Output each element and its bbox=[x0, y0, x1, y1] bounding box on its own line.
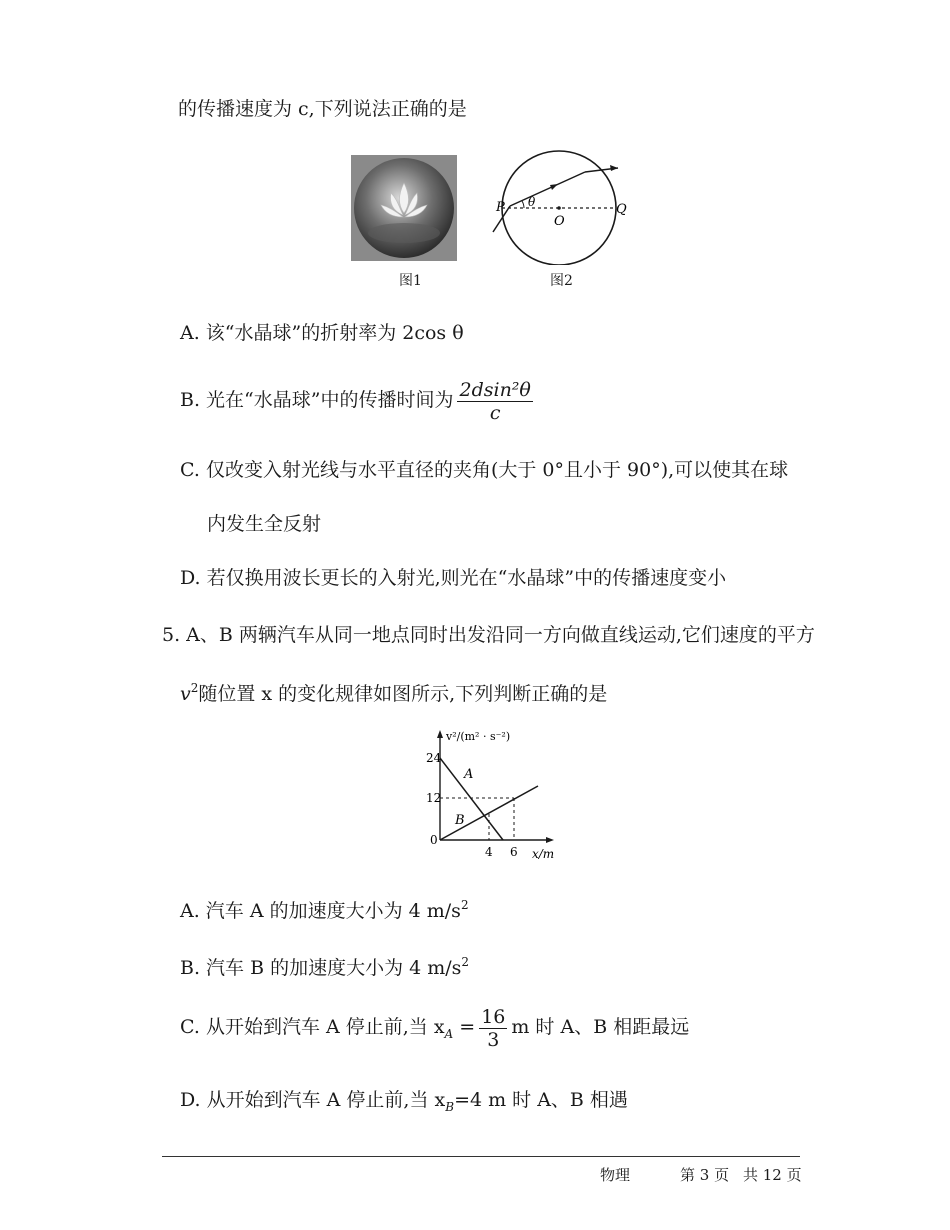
line-b-label: B bbox=[455, 813, 465, 828]
q5-option-d-subscript: B bbox=[445, 1100, 455, 1114]
center-point bbox=[557, 206, 561, 210]
q4-option-b bbox=[180, 378, 537, 424]
q5-stem-line2 bbox=[180, 676, 607, 706]
q4-option-c-line1: C. 仅改变入射光线与水平直径的夹角(大于 0°且小于 90°),可以使其在球 bbox=[180, 459, 789, 481]
q4-option-b-numerator: 2dsin²θ bbox=[459, 378, 531, 401]
q4-option-b-fraction bbox=[457, 379, 532, 424]
footer-subject: 物理 bbox=[600, 1166, 631, 1184]
figure2-caption: 图2 bbox=[550, 273, 573, 289]
q4-option-a: A. 该“水晶球”的折射率为 2cos θ bbox=[180, 322, 464, 344]
q5-option-b-text: B. 汽车 B 的加速度大小为 4 m/s bbox=[180, 957, 462, 979]
q5-stem-line2-text: 随位置 x 的变化规律如图所示,下列判断正确的是 bbox=[198, 683, 608, 705]
q5-option-a-text: A. 汽车 A 的加速度大小为 4 m/s bbox=[180, 900, 461, 922]
q5-option-c-subscript: A bbox=[444, 1027, 454, 1041]
q5-option-c bbox=[180, 1005, 689, 1056]
y-tick-0: 0 bbox=[430, 833, 438, 847]
y-tick-24: 24 bbox=[426, 751, 442, 765]
y-axis-label: v²/(m² · s⁻²) bbox=[446, 730, 511, 743]
x-tick-6: 6 bbox=[510, 845, 518, 859]
crystal-ball-photo bbox=[351, 155, 457, 261]
q5-option-c-denominator: 3 bbox=[487, 1028, 500, 1051]
footer-divider bbox=[162, 1156, 800, 1157]
q5-option-a-exponent: 2 bbox=[460, 898, 469, 912]
footer-total-pages: 共 12 页 bbox=[743, 1166, 802, 1184]
q5-option-c-fraction bbox=[479, 1006, 507, 1051]
ray-arrow-2 bbox=[610, 165, 618, 171]
ray-arrow-1 bbox=[550, 184, 558, 190]
figure2-diagram bbox=[490, 150, 630, 265]
q5-option-b bbox=[180, 950, 469, 980]
line-a-label: A bbox=[464, 767, 474, 782]
q5-option-d-text: D. 从开始到汽车 A 停止前,当 x bbox=[180, 1089, 446, 1111]
q5-stem-line1: 5. A、B 两辆汽车从同一地点同时出发沿同一方向做直线运动,它们速度的平方 bbox=[162, 624, 815, 646]
q5-v-exponent: 2 bbox=[190, 681, 199, 695]
q4-option-c-line2: 内发生全反射 bbox=[207, 513, 322, 535]
label-q: Q bbox=[616, 202, 627, 217]
q4-option-b-denominator: c bbox=[489, 401, 501, 424]
q5-option-a bbox=[180, 893, 469, 923]
refracted-ray bbox=[510, 172, 585, 206]
label-p: P bbox=[496, 200, 505, 215]
q5-option-c-equals: = bbox=[459, 1016, 476, 1038]
q5-option-d-suffix: =4 m 时 A、B 相遇 bbox=[454, 1089, 628, 1111]
q4-intro: 的传播速度为 c,下列说法正确的是 bbox=[178, 98, 467, 120]
footer-page-number: 第 3 页 bbox=[680, 1166, 730, 1184]
label-o: O bbox=[554, 214, 565, 229]
y-axis-arrow bbox=[437, 730, 443, 738]
angle-arc bbox=[522, 201, 524, 208]
q4-option-b-text: B. 光在“水晶球”中的传播时间为 bbox=[180, 389, 454, 411]
q5-option-c-numerator: 16 bbox=[481, 1005, 506, 1028]
x-axis-label: x/m bbox=[532, 847, 555, 861]
q4-option-d: D. 若仅换用波长更长的入射光,则光在“水晶球”中的传播速度变小 bbox=[180, 567, 727, 589]
figure1-caption: 图1 bbox=[399, 273, 422, 289]
q5-option-c-text: C. 从开始到汽车 A 停止前,当 x bbox=[180, 1016, 445, 1038]
label-theta: θ bbox=[528, 195, 536, 209]
x-tick-4: 4 bbox=[485, 845, 493, 859]
q5-graph bbox=[408, 722, 568, 862]
x-axis-arrow bbox=[546, 837, 554, 843]
q5-v-symbol: v bbox=[180, 683, 191, 705]
q5-option-b-exponent: 2 bbox=[461, 955, 470, 969]
crystal-ball-image bbox=[351, 155, 457, 261]
y-tick-12: 12 bbox=[426, 791, 442, 805]
q5-option-c-suffix: m 时 A、B 相距最远 bbox=[511, 1016, 690, 1038]
q5-option-d bbox=[180, 1088, 628, 1119]
